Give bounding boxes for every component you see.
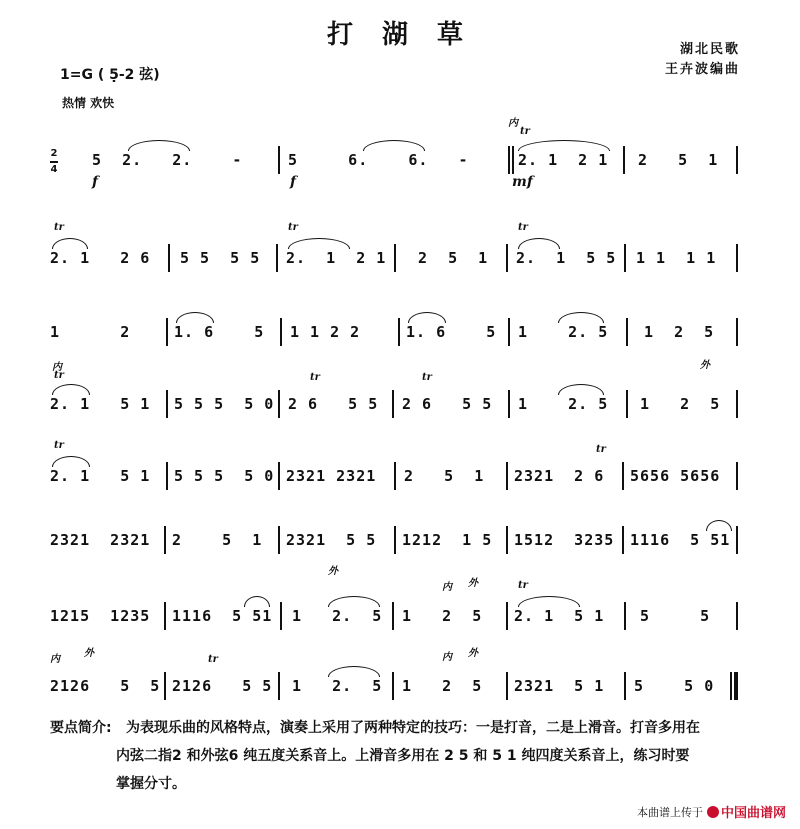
trill-mark: tr [520, 126, 530, 137]
slur [558, 312, 604, 323]
notes-line-1: 为表现乐曲的风格特点，演奏上采用了两种特定的技巧：一是打音，二是上滑音。打音多用在 [126, 720, 700, 736]
time-signature-top: 2 [50, 148, 58, 159]
score-row-4 [48, 360, 738, 424]
barline [506, 602, 508, 630]
barline [736, 390, 738, 418]
barline [736, 462, 738, 490]
upload-text: 本曲谱上传于 [636, 805, 703, 819]
slur [288, 238, 350, 249]
barline [164, 602, 166, 630]
measure: 2. 1 2 1 [518, 151, 609, 169]
barline [506, 244, 508, 272]
notes-line-3: 掌握分寸。 [116, 776, 186, 792]
barline [736, 318, 738, 346]
barline [506, 462, 508, 490]
barline [624, 244, 626, 272]
slur [244, 596, 270, 607]
inner-string-mark: 内 [52, 362, 62, 373]
trill-mark: tr [518, 222, 528, 233]
arranger-credit: 王卉波编曲 [664, 62, 740, 77]
trill-mark: tr [422, 372, 432, 383]
barline [394, 244, 396, 272]
barline [623, 146, 625, 174]
inner-string-mark: 内 [50, 654, 60, 665]
dynamic-forte: f [290, 174, 297, 190]
measure: 2126 5 5 [172, 677, 273, 695]
outer-string-mark: 外 [700, 360, 710, 371]
trill-mark: tr [54, 222, 64, 233]
measure: 5 5 0 [634, 677, 715, 695]
measure: 1512 3235 [514, 531, 615, 549]
barline [512, 146, 514, 174]
score-row-3 [48, 292, 738, 352]
slur [52, 456, 90, 467]
measure: 2. 1 5 1 [514, 607, 605, 625]
barline [506, 672, 508, 700]
barline [508, 146, 510, 174]
time-signature [50, 148, 58, 176]
trill-mark: tr [54, 370, 64, 381]
barline [508, 390, 510, 418]
barline [168, 244, 170, 272]
barline [622, 526, 624, 554]
measure: 2. 1 2 1 [286, 249, 387, 267]
inner-string-mark: 内 [442, 582, 452, 593]
slur [408, 312, 446, 323]
barline [166, 318, 168, 346]
measure: 2 6 5 5 [402, 395, 493, 413]
measure: 2. 1 2 6 [50, 249, 151, 267]
site-logo-icon [707, 806, 719, 818]
measure: 1. 6 5 [406, 323, 497, 341]
measure: 2 5 1 [172, 531, 263, 549]
barline [394, 462, 396, 490]
barline [626, 318, 628, 346]
barline [736, 602, 738, 630]
barline [398, 318, 400, 346]
measure: 5 5 5 5 0 [174, 467, 275, 485]
measure: 5 2. 2. - [92, 151, 243, 169]
measure: 1 2. 5 [292, 607, 383, 625]
trill-mark: tr [54, 440, 64, 451]
measure: 2 5 1 [638, 151, 719, 169]
barline [624, 672, 626, 700]
measure: 5656 5656 [630, 467, 721, 485]
barline [166, 462, 168, 490]
barline [392, 672, 394, 700]
outer-string-mark: 外 [468, 648, 478, 659]
measure: 1116 5 51 [630, 531, 731, 549]
barline [166, 390, 168, 418]
dynamic-mezzo-forte: mf [512, 174, 533, 190]
score-row-2 [48, 218, 738, 278]
slur [176, 312, 214, 323]
final-barline [734, 672, 738, 700]
barline [278, 146, 280, 174]
measure: 2321 5 1 [514, 677, 605, 695]
measure: 1 2. 5 [518, 395, 609, 413]
site-logo[interactable] [707, 802, 786, 821]
barline [730, 672, 732, 700]
slur [518, 140, 610, 151]
score-row-7 [48, 566, 738, 636]
measure: 1 2 5 [644, 323, 715, 341]
barline [280, 602, 282, 630]
barline [392, 602, 394, 630]
barline [278, 672, 280, 700]
notes-label: 要点简介: [50, 720, 112, 736]
barline [276, 244, 278, 272]
measure: 1 2 5 [640, 395, 721, 413]
barline [736, 146, 738, 174]
measure: 1215 1235 [50, 607, 151, 625]
measure: 2321 5 5 [286, 531, 377, 549]
inner-string-mark: 内 [508, 118, 518, 129]
measure: 2 5 1 [404, 467, 485, 485]
dynamic-forte: f [92, 174, 99, 190]
barline [392, 390, 394, 418]
measure: 2321 2321 [286, 467, 377, 485]
measure: 1 2 5 [402, 677, 483, 695]
measure: 1 2 [50, 323, 131, 341]
barline [278, 390, 280, 418]
trill-mark: tr [208, 654, 218, 665]
barline [736, 244, 738, 272]
inner-string-mark: 内 [442, 652, 452, 663]
measure: 1 2. 5 [292, 677, 383, 695]
measure: 2126 5 5 [50, 677, 161, 695]
slur [52, 384, 90, 395]
barline [164, 526, 166, 554]
barline [164, 672, 166, 700]
slur [558, 384, 604, 395]
barline [394, 526, 396, 554]
slur [518, 238, 560, 249]
measure: 1 2. 5 [518, 323, 609, 341]
trill-mark: tr [288, 222, 298, 233]
measure: 2. 1 5 1 [50, 467, 151, 485]
trill-mark: tr [518, 580, 528, 591]
measure: 5 5 5 5 0 [174, 395, 275, 413]
notes-line-2: 内弦二指2 和外弦6 纯五度关系音上。上滑音多用在 2 5 和 5 1 纯四度关系音上，练习时要 [116, 748, 690, 764]
measure: 2 6 5 5 [288, 395, 379, 413]
slur [128, 140, 190, 151]
barline [278, 462, 280, 490]
score-row-5 [48, 436, 738, 496]
slur [328, 596, 380, 607]
barline [280, 318, 282, 346]
tempo-marking: 热情 欢快 [62, 96, 115, 110]
measure: 2 5 1 [418, 249, 489, 267]
slur [52, 238, 88, 249]
footer [637, 802, 786, 821]
measure: 1 1 1 1 [636, 249, 717, 267]
score-row-6 [48, 500, 738, 560]
measure: 2. 1 5 1 [50, 395, 151, 413]
measure: 2321 2321 [50, 531, 151, 549]
key-signature: 1=G ( 5̣-2 弦) [60, 67, 160, 83]
barline [278, 526, 280, 554]
measure: 1116 5 51 [172, 607, 273, 625]
measure: 5 5 [640, 607, 711, 625]
slur [706, 520, 732, 531]
measure: 5 5 5 5 [180, 249, 261, 267]
folk-song-credit: 湖北民歌 [679, 42, 740, 57]
score-row-1 [48, 118, 738, 190]
barline [624, 602, 626, 630]
measure: 5 6. 6. - [288, 151, 469, 169]
barline [506, 526, 508, 554]
outer-string-mark: 外 [328, 566, 338, 577]
time-signature-bottom: 4 [50, 163, 58, 175]
barline [508, 318, 510, 346]
slur [518, 596, 580, 607]
barline [626, 390, 628, 418]
measure: 1 1 2 2 [290, 323, 361, 341]
slur [363, 140, 425, 151]
barline [736, 526, 738, 554]
measure: 1 2 5 [402, 607, 483, 625]
barline [622, 462, 624, 490]
site-name: 中国曲谱网 [720, 806, 786, 821]
measure: 1. 6 5 [174, 323, 265, 341]
outer-string-mark: 外 [468, 578, 478, 589]
trill-mark: tr [310, 372, 320, 383]
measure: 2321 2 6 [514, 467, 605, 485]
outer-string-mark: 外 [84, 648, 94, 659]
measure: 2. 1 5 5 [516, 249, 617, 267]
measure: 1212 1 5 [402, 531, 493, 549]
trill-mark: tr [596, 444, 606, 455]
slur [328, 666, 380, 677]
page-title: 打 湖 草 [326, 20, 474, 50]
score-row-8 [48, 646, 738, 706]
